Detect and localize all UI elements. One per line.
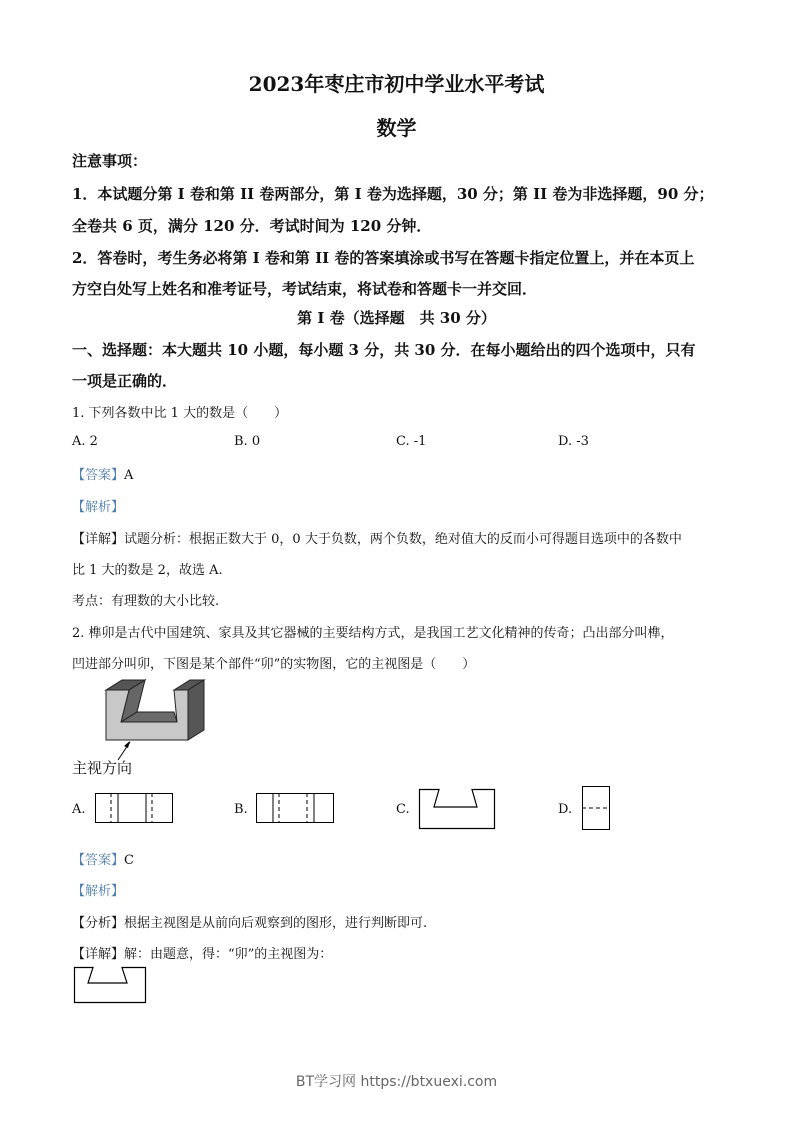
question-2-option-d-label: D. bbox=[558, 802, 573, 817]
notes-item-2-line-2: 方空白处写上姓名和准考证号，考试结束，将试卷和答题卡一并交回． bbox=[72, 280, 538, 298]
question-2-option-c-label: C. bbox=[396, 802, 410, 817]
detail-text: 试题分析：根据正数大于 0，0 大于负数，两个负数，绝对值大的反而小可得题目选项中的各数中 bbox=[124, 532, 682, 547]
answer-value: A bbox=[124, 468, 134, 483]
question-1-stem: 1. 下列各数中比 1 大的数是（ ） bbox=[72, 406, 288, 421]
answer-tag: 【答案】 bbox=[72, 853, 125, 868]
notes-heading: 注意事项： bbox=[72, 152, 148, 170]
question-2-analysis-tag: 【解析】 bbox=[72, 884, 125, 899]
subject-title: 数学 bbox=[376, 116, 417, 140]
section-intro-line-2: 一项是正确的． bbox=[72, 372, 178, 390]
notes-item-1-line-2: 全卷共 6 页，满分 120 分．考试时间为 120 分钟． bbox=[72, 217, 432, 235]
question-2-detail bbox=[72, 943, 332, 962]
question-1-point: 考点：有理数的大小比较. bbox=[72, 594, 220, 609]
fenxi-tag: 【分析】 bbox=[72, 916, 125, 931]
detail-tag: 【详解】 bbox=[72, 532, 125, 547]
answer-value: C bbox=[124, 853, 134, 868]
question-1-option-d: D. -3 bbox=[558, 434, 589, 449]
exam-title: 2023年枣庄市初中学业水平考试 bbox=[248, 72, 545, 96]
mortise-3d-figure bbox=[100, 678, 210, 748]
option-b-figure bbox=[256, 793, 334, 823]
view-direction-label: 主视方向 bbox=[72, 759, 133, 777]
notes-item-2-line-1: 2．答卷时，考生务必将第 I 卷和第 II 卷的答案填涂或书写在答题卡指定位置上，并在本页上 bbox=[72, 249, 695, 267]
section-intro-line-1: 一、选择题：本大题共 10 小题，每小题 3 分，共 30 分．在每小题给出的四个选项中，只有 bbox=[72, 341, 696, 359]
question-1-option-a: A. 2 bbox=[72, 434, 98, 449]
notes-item-1-line-1: 1．本试题分第 I 卷和第 II 卷两部分，第 I 卷为选择题，30 分；第 II 卷为非选择题，90 分； bbox=[72, 185, 714, 203]
question-2-answer bbox=[72, 849, 134, 868]
answer-front-view-figure bbox=[74, 967, 146, 1003]
question-2-stem-line-2: 凹进部分叫卯，下图是某个部件“卯”的实物图，它的主视图是（ ） bbox=[72, 657, 476, 672]
question-1-analysis-tag: 【解析】 bbox=[72, 500, 125, 515]
section-title: 第 I 卷（选择题 共 30 分） bbox=[297, 309, 496, 327]
question-1-detail-line-1 bbox=[72, 528, 682, 547]
watermark-footer: BT学习网 https://btxuexi.com bbox=[295, 1074, 498, 1090]
question-1-option-b: B. 0 bbox=[234, 434, 261, 449]
answer-tag: 【答案】 bbox=[72, 468, 125, 483]
detail-tag: 【详解】 bbox=[72, 947, 125, 962]
question-2-fenxi bbox=[72, 912, 427, 931]
fenxi-text: 根据主视图是从前向后观察到的图形，进行判断即可. bbox=[124, 916, 428, 931]
question-1-answer bbox=[72, 464, 133, 483]
question-1-detail-line-2: 比 1 大的数是 2，故选 A. bbox=[72, 563, 223, 578]
option-d-figure bbox=[582, 786, 610, 830]
question-2-stem-line-1: 2. 榫卯是古代中国建筑、家具及其它器械的主要结构方式，是我国工艺文化精神的传奇；凸出部分叫榫， bbox=[72, 626, 674, 641]
question-2-option-a-label: A. bbox=[72, 802, 86, 817]
question-2-option-b-label: B. bbox=[234, 802, 248, 817]
option-c-figure bbox=[419, 789, 495, 829]
option-a-figure bbox=[95, 793, 173, 823]
question-1-option-c: C. -1 bbox=[396, 434, 427, 449]
detail-text: 解：由题意，得：“卯”的主视图为： bbox=[124, 947, 333, 962]
